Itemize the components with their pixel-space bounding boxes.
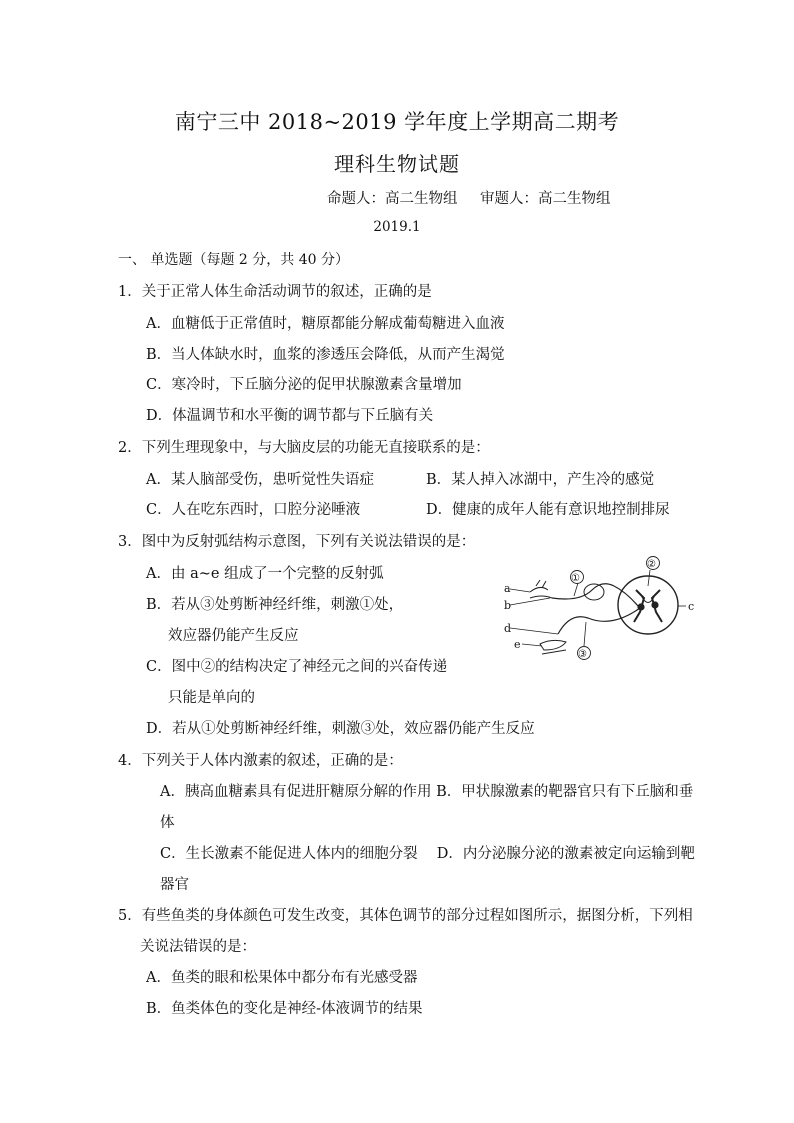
question-4-line-2: 体	[160, 815, 175, 831]
figure-label-c: c	[688, 600, 695, 613]
question-4-stem: 4．下列关于人体内激素的叙述，正确的是：	[118, 753, 403, 769]
figure-label-b: b	[504, 599, 512, 612]
exam-title: 南宁三中 2018~2019 学年度上学期高二期考	[174, 110, 620, 134]
figure-label-d: d	[504, 622, 512, 635]
question-1-option-b: B．当人体缺水时，血浆的渗透压会降低，从而产生渴觉	[146, 347, 505, 363]
question-2-option-d: D．健康的成年人能有意识地控制排尿	[426, 502, 670, 518]
question-3-option-c: C．图中②的结构决定了神经元之间的兴奋传递	[146, 659, 448, 675]
question-1-option-a: A．血糖低于正常值时，糖原都能分解成葡萄糖进入血液	[146, 316, 505, 332]
question-1-option-c: C．寒冷时，下丘脑分泌的促甲状腺激素含量增加	[146, 377, 462, 393]
figure-label-2: ②	[647, 559, 656, 570]
question-2-option-b: B．某人掉入冰湖中，产生冷的感觉	[426, 472, 655, 488]
question-2-option-c: C．人在吃东西时，口腔分泌唾液	[146, 502, 361, 518]
reviewer-line: 审题人：高二生物组	[480, 191, 611, 207]
question-1-stem: 1．关于正常人体生命活动调节的叙述，正确的是	[118, 284, 432, 300]
figure-label-1: ①	[571, 573, 580, 584]
question-5-stem-line-1: 5．有些鱼类的身体颜色可发生改变，其体色调节的部分过程如图所示，据图分析，下列相	[118, 908, 693, 924]
figure-label-a: a	[504, 582, 511, 595]
exam-date: 2019.1	[373, 219, 421, 235]
question-3-option-a: A．由 a~e 组成了一个完整的反射弧	[146, 566, 384, 582]
question-4-line-4: 器官	[160, 877, 189, 893]
figure-label-e: e	[514, 638, 521, 651]
question-3-option-b: B．若从③处剪断神经纤维，刺激①处，	[146, 597, 404, 613]
question-1-option-d: D．体温调节和水平衡的调节都与下丘脑有关	[146, 408, 434, 424]
question-4-line-1: A．胰高血糖素具有促进肝糖原分解的作用 B．甲状腺激素的靶器官只有下丘脑和垂	[160, 784, 694, 800]
figure-label-3: ③	[578, 649, 587, 660]
section-heading: 一、 单选题（每题 2 分，共 40 分）	[118, 252, 349, 268]
question-5-option-b: B．鱼类体色的变化是神经-体液调节的结果	[146, 1001, 423, 1017]
question-4-line-3: C．生长激素不能促进人体内的细胞分裂 D．内分泌腺分泌的激素被定向运输到靶	[160, 846, 695, 862]
question-3-option-d: D．若从①处剪断神经纤维，刺激③处，效应器仍能产生反应	[146, 721, 535, 737]
question-5-stem-line-2: 关说法错误的是：	[140, 939, 256, 955]
question-2-stem: 2．下列生理现象中，与大脑皮层的功能无直接联系的是：	[118, 440, 490, 456]
author-line: 命题人：高二生物组	[327, 191, 458, 207]
question-3-option-c-cont: 只能是单向的	[168, 690, 255, 706]
exam-subtitle: 理科生物试题	[334, 152, 460, 176]
reflex-arc-figure	[500, 550, 700, 662]
question-2-option-a: A．某人脑部受伤，患听觉性失语症	[146, 472, 374, 488]
question-5-option-a: A．鱼类的眼和松果体中都分布有光感受器	[146, 970, 418, 986]
question-3-stem: 3．图中为反射弧结构示意图，下列有关说法错误的是：	[118, 534, 476, 550]
question-3-option-b-cont: 效应器仍能产生反应	[168, 628, 299, 644]
